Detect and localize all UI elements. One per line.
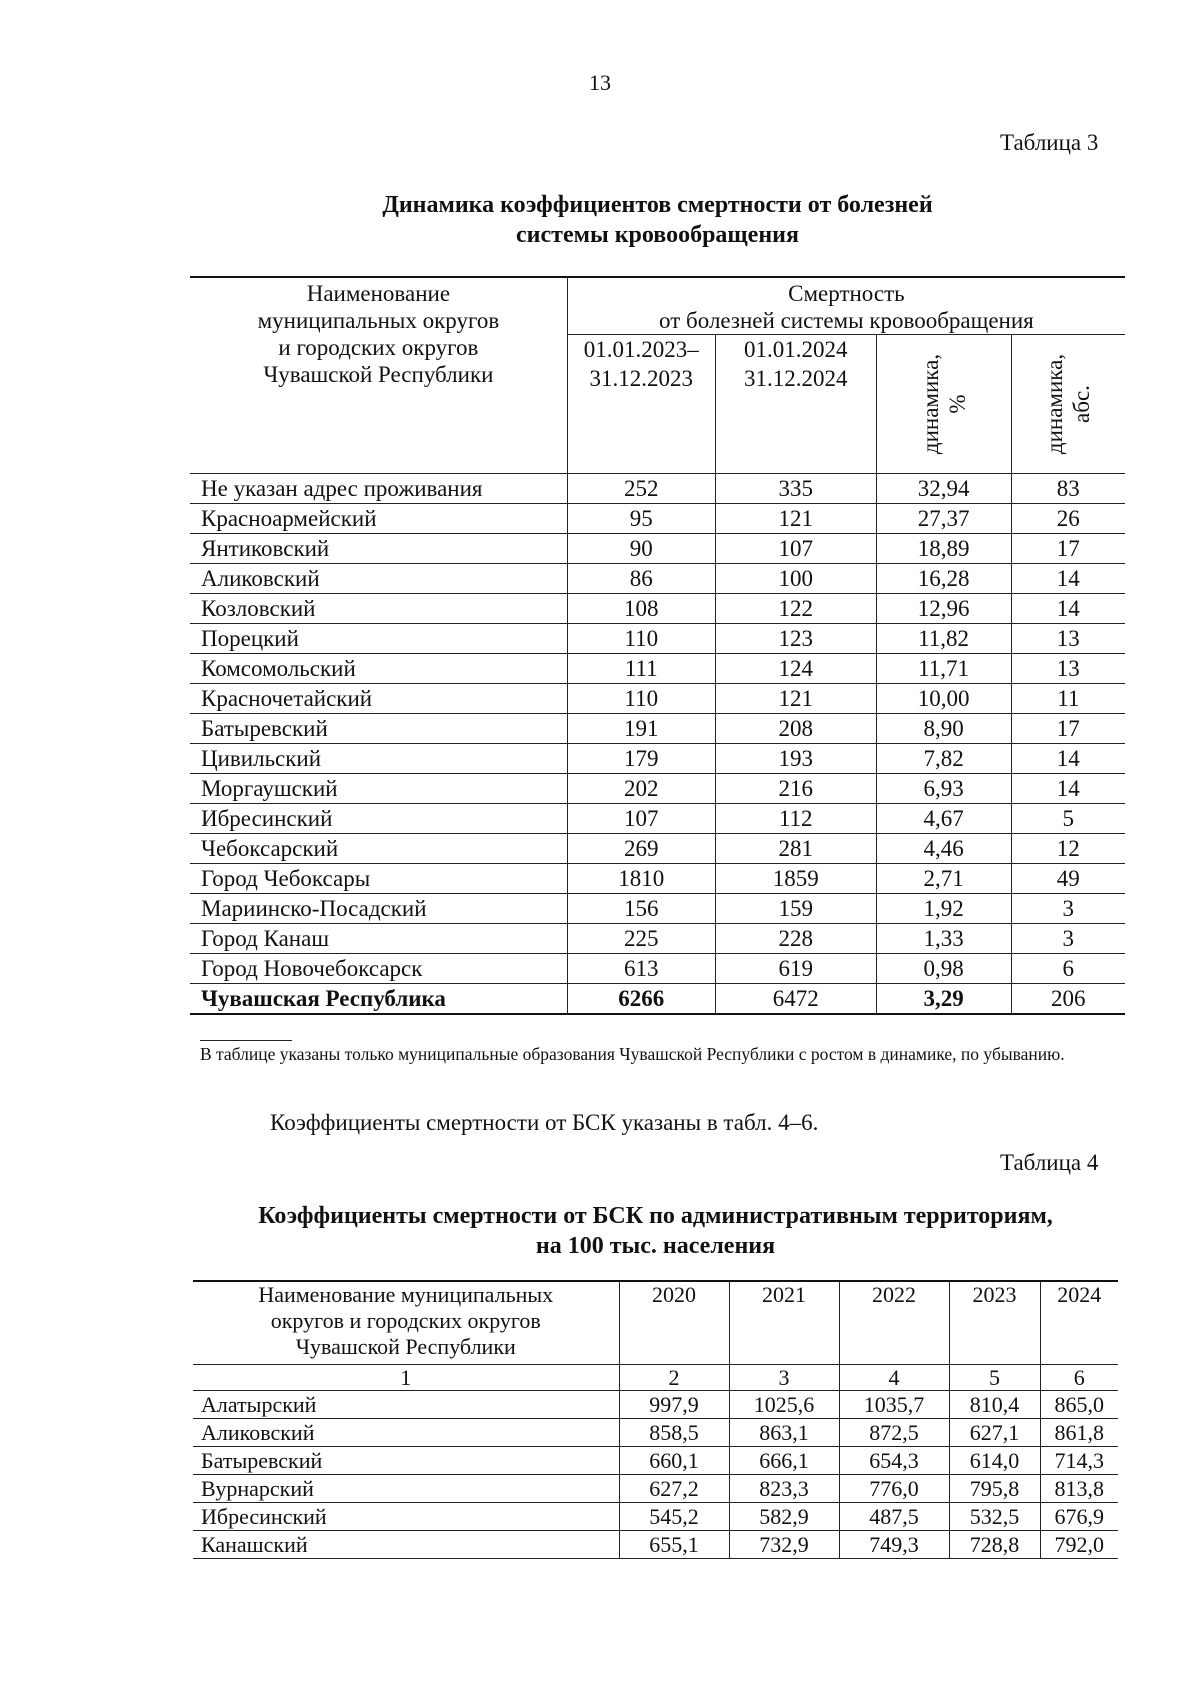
table4-title (193, 1201, 1118, 1261)
row-abs: 14 (1011, 594, 1125, 624)
t4-header-name-line2: округов и городских округов (270, 1308, 541, 1333)
total-2024: 6472 (715, 984, 876, 1015)
table4-cell-value: 795,8 (949, 1475, 1040, 1503)
row-name: Красночетайский (190, 684, 567, 714)
table3-row (190, 624, 1125, 654)
table4-cell-value: 776,0 (839, 1475, 949, 1503)
table4-cell-value: 792,0 (1040, 1531, 1118, 1559)
t4-header-name-line3: Чувашской Республики (295, 1334, 516, 1359)
row-2023: 252 (567, 474, 715, 504)
row-2023: 202 (567, 774, 715, 804)
row-name: Козловский (190, 594, 567, 624)
row-2024: 619 (715, 954, 876, 984)
table3-footnote: В таблице указаны только муниципальные образования Чувашской Республики с ростом в динамике, по убыванию. (200, 1044, 1065, 1064)
table3-row (190, 684, 1125, 714)
row-abs: 13 (1011, 654, 1125, 684)
table4-row-name: Аликовский (193, 1419, 619, 1447)
table3-row (190, 714, 1125, 744)
table3-header-period2 (715, 335, 876, 474)
row-2024: 124 (715, 654, 876, 684)
dyn-pct-line1: динамика, (917, 353, 943, 455)
row-2024: 122 (715, 594, 876, 624)
header-name-line4: Чувашской Республики (263, 362, 494, 387)
table3-row (190, 804, 1125, 834)
table4-cell-value: 823,3 (729, 1475, 839, 1503)
row-pct: 18,89 (876, 534, 1011, 564)
table4-column-number: 5 (949, 1365, 1040, 1391)
row-pct: 11,71 (876, 654, 1011, 684)
table4-cell-value: 810,4 (949, 1391, 1040, 1419)
table4-cell-value: 655,1 (619, 1531, 729, 1559)
row-2024: 159 (715, 894, 876, 924)
table4-row-name: Вурнарский (193, 1475, 619, 1503)
table4-row (193, 1503, 1118, 1531)
row-2023: 110 (567, 624, 715, 654)
header-mort-line1: Смертность (788, 281, 905, 306)
row-2024: 107 (715, 534, 876, 564)
row-pct: 4,46 (876, 834, 1011, 864)
table4-header-name (193, 1281, 619, 1365)
period2-line1: 01.01.2024 (743, 337, 848, 362)
dyn-pct-line2: % (944, 394, 970, 414)
row-abs: 13 (1011, 624, 1125, 654)
row-2023: 156 (567, 894, 715, 924)
table4-row (193, 1391, 1118, 1419)
total-name: Чувашская Республика (190, 984, 567, 1015)
table4-cell-value: 1035,7 (839, 1391, 949, 1419)
row-pct: 12,96 (876, 594, 1011, 624)
table4-cell-value: 732,9 (729, 1531, 839, 1559)
page-number: 13 (589, 70, 611, 95)
header-name-line3: и городских округов (278, 335, 479, 360)
dyn-abs-line2: абс. (1069, 385, 1095, 423)
row-2023: 110 (567, 684, 715, 714)
row-2023: 269 (567, 834, 715, 864)
table4-column-number: 4 (839, 1365, 949, 1391)
row-2024: 281 (715, 834, 876, 864)
table4-row (193, 1531, 1118, 1559)
table4-header-row (193, 1281, 1118, 1365)
table4-cell-value: 861,8 (1040, 1419, 1118, 1447)
t4-header-name-line1: Наименование муниципальных (258, 1282, 554, 1307)
table4-cell-value: 654,3 (839, 1447, 949, 1475)
row-2024: 228 (715, 924, 876, 954)
row-2024: 112 (715, 804, 876, 834)
row-pct: 6,93 (876, 774, 1011, 804)
table3-title-line1: Динамика коэффициентов смертности от болезней (382, 192, 933, 218)
table3-header-period1 (567, 335, 715, 474)
table4-cell-value: 858,5 (619, 1419, 729, 1447)
table4-row-name: Ибресинский (193, 1503, 619, 1531)
table4-cell-value: 582,9 (729, 1503, 839, 1531)
header-name-line2: муниципальных округов (257, 308, 500, 333)
row-2024: 216 (715, 774, 876, 804)
table3-row (190, 834, 1125, 864)
row-pct: 8,90 (876, 714, 1011, 744)
row-pct: 16,28 (876, 564, 1011, 594)
header-name-line1: Наименование (306, 281, 451, 306)
row-abs: 26 (1011, 504, 1125, 534)
row-name: Не указан адрес проживания (190, 474, 567, 504)
table4-header-year: 2021 (729, 1281, 839, 1365)
row-2024: 100 (715, 564, 876, 594)
table3-row (190, 894, 1125, 924)
row-name: Батыревский (190, 714, 567, 744)
table4-row-name: Канашский (193, 1531, 619, 1559)
row-name: Моргаушский (190, 774, 567, 804)
row-2023: 90 (567, 534, 715, 564)
dyn-abs-line1: динамика, (1042, 353, 1068, 455)
row-pct: 32,94 (876, 474, 1011, 504)
table3-row (190, 594, 1125, 624)
row-2024: 208 (715, 714, 876, 744)
row-2023: 111 (567, 654, 715, 684)
row-pct: 7,82 (876, 744, 1011, 774)
table3-row (190, 864, 1125, 894)
row-abs: 49 (1011, 864, 1125, 894)
row-pct: 0,98 (876, 954, 1011, 984)
table3-row (190, 654, 1125, 684)
period2-line2: 31.12.2024 (743, 366, 848, 391)
table3-total-row (190, 984, 1125, 1015)
table4-title-line1: Коэффициенты смертности от БСК по административным территориям, (258, 1203, 1053, 1229)
table3-label: Таблица 3 (1000, 130, 1099, 155)
row-name: Мариинско-Посадский (190, 894, 567, 924)
table4-cell-value: 714,3 (1040, 1447, 1118, 1475)
table3-row (190, 924, 1125, 954)
table4-cell-value: 487,5 (839, 1503, 949, 1531)
row-abs: 83 (1011, 474, 1125, 504)
row-abs: 17 (1011, 714, 1125, 744)
table4-cell-value: 813,8 (1040, 1475, 1118, 1503)
table4-header-year: 2024 (1040, 1281, 1118, 1365)
row-abs: 17 (1011, 534, 1125, 564)
paragraph-text: Коэффициенты смертности от БСК указаны в табл. 4–6. (270, 1110, 819, 1135)
total-2023: 6266 (567, 984, 715, 1015)
row-pct: 4,67 (876, 804, 1011, 834)
row-2023: 613 (567, 954, 715, 984)
table4-cell-value: 676,9 (1040, 1503, 1118, 1531)
row-name: Город Чебоксары (190, 864, 567, 894)
period1-line1: 01.01.2023– (583, 337, 699, 362)
table4-header-year: 2020 (619, 1281, 729, 1365)
table4-header-year: 2023 (949, 1281, 1040, 1365)
total-pct: 3,29 (876, 984, 1011, 1015)
table4-cell-value: 666,1 (729, 1447, 839, 1475)
table3-row (190, 534, 1125, 564)
row-abs: 11 (1011, 684, 1125, 714)
row-2023: 95 (567, 504, 715, 534)
total-abs: 206 (1011, 984, 1125, 1015)
row-2023: 179 (567, 744, 715, 774)
row-name: Порецкий (190, 624, 567, 654)
table4-cell-value: 863,1 (729, 1419, 839, 1447)
table3-row (190, 504, 1125, 534)
row-name: Цивильский (190, 744, 567, 774)
row-name: Ибресинский (190, 804, 567, 834)
table3-header-name (190, 277, 567, 474)
table4-row (193, 1475, 1118, 1503)
table4-cell-value: 627,1 (949, 1419, 1040, 1447)
table4-label: Таблица 4 (1000, 1150, 1099, 1175)
table3-header-dyn-pct (876, 335, 1011, 474)
row-abs: 3 (1011, 894, 1125, 924)
table3-row (190, 564, 1125, 594)
table4-title-line2: на 100 тыс. населения (535, 1233, 776, 1259)
table3-row (190, 774, 1125, 804)
row-2023: 1810 (567, 864, 715, 894)
table4-cell-value: 532,5 (949, 1503, 1040, 1531)
table4-cell-value: 728,8 (949, 1531, 1040, 1559)
table4-cell-value: 749,3 (839, 1531, 949, 1559)
row-pct: 1,92 (876, 894, 1011, 924)
table3-row (190, 474, 1125, 504)
row-abs: 14 (1011, 774, 1125, 804)
row-name: Красноармейский (190, 504, 567, 534)
table4-row-name: Алатырский (193, 1391, 619, 1419)
row-pct: 1,33 (876, 924, 1011, 954)
table3-header-dyn-abs (1011, 335, 1125, 474)
table4 (193, 1280, 1118, 1559)
row-abs: 5 (1011, 804, 1125, 834)
row-2024: 123 (715, 624, 876, 654)
row-pct: 10,00 (876, 684, 1011, 714)
row-2024: 335 (715, 474, 876, 504)
table4-cell-value: 545,2 (619, 1503, 729, 1531)
table4-column-number: 3 (729, 1365, 839, 1391)
row-pct: 2,71 (876, 864, 1011, 894)
table4-column-numbers (193, 1365, 1118, 1391)
table4-cell-value: 660,1 (619, 1447, 729, 1475)
row-pct: 11,82 (876, 624, 1011, 654)
row-2024: 1859 (715, 864, 876, 894)
header-mort-line2: от болезней системы кровообращения (659, 308, 1034, 333)
table4-cell-value: 1025,6 (729, 1391, 839, 1419)
table4-cell-value: 872,5 (839, 1419, 949, 1447)
row-abs: 14 (1011, 744, 1125, 774)
row-name: Город Канаш (190, 924, 567, 954)
table3-header-mortality (567, 277, 1125, 335)
table4-row-name: Батыревский (193, 1447, 619, 1475)
row-name: Комсомольский (190, 654, 567, 684)
table3-title (190, 190, 1125, 250)
table4-column-number: 6 (1040, 1365, 1118, 1391)
row-2024: 193 (715, 744, 876, 774)
row-abs: 14 (1011, 564, 1125, 594)
row-name: Янтиковский (190, 534, 567, 564)
row-abs: 6 (1011, 954, 1125, 984)
table4-header-year: 2022 (839, 1281, 949, 1365)
row-2023: 107 (567, 804, 715, 834)
row-2023: 191 (567, 714, 715, 744)
table4-row (193, 1419, 1118, 1447)
row-abs: 12 (1011, 834, 1125, 864)
row-2023: 225 (567, 924, 715, 954)
table4-column-number: 1 (193, 1365, 619, 1391)
table3-title-line2: системы кровообращения (516, 222, 799, 248)
table4-cell-value: 997,9 (619, 1391, 729, 1419)
row-2023: 86 (567, 564, 715, 594)
row-2024: 121 (715, 504, 876, 534)
table4-cell-value: 614,0 (949, 1447, 1040, 1475)
table4-cell-value: 865,0 (1040, 1391, 1118, 1419)
row-name: Чебоксарский (190, 834, 567, 864)
row-name: Город Новочебоксарск (190, 954, 567, 984)
table4-column-number: 2 (619, 1365, 729, 1391)
period1-line2: 31.12.2023 (589, 366, 693, 391)
table3 (190, 277, 1125, 1015)
table4-cell-value: 627,2 (619, 1475, 729, 1503)
footnote-rule (200, 1040, 292, 1041)
row-2023: 108 (567, 594, 715, 624)
row-pct: 27,37 (876, 504, 1011, 534)
row-abs: 3 (1011, 924, 1125, 954)
table3-row (190, 744, 1125, 774)
row-name: Аликовский (190, 564, 567, 594)
table4-row (193, 1447, 1118, 1475)
table3-row (190, 954, 1125, 984)
row-2024: 121 (715, 684, 876, 714)
